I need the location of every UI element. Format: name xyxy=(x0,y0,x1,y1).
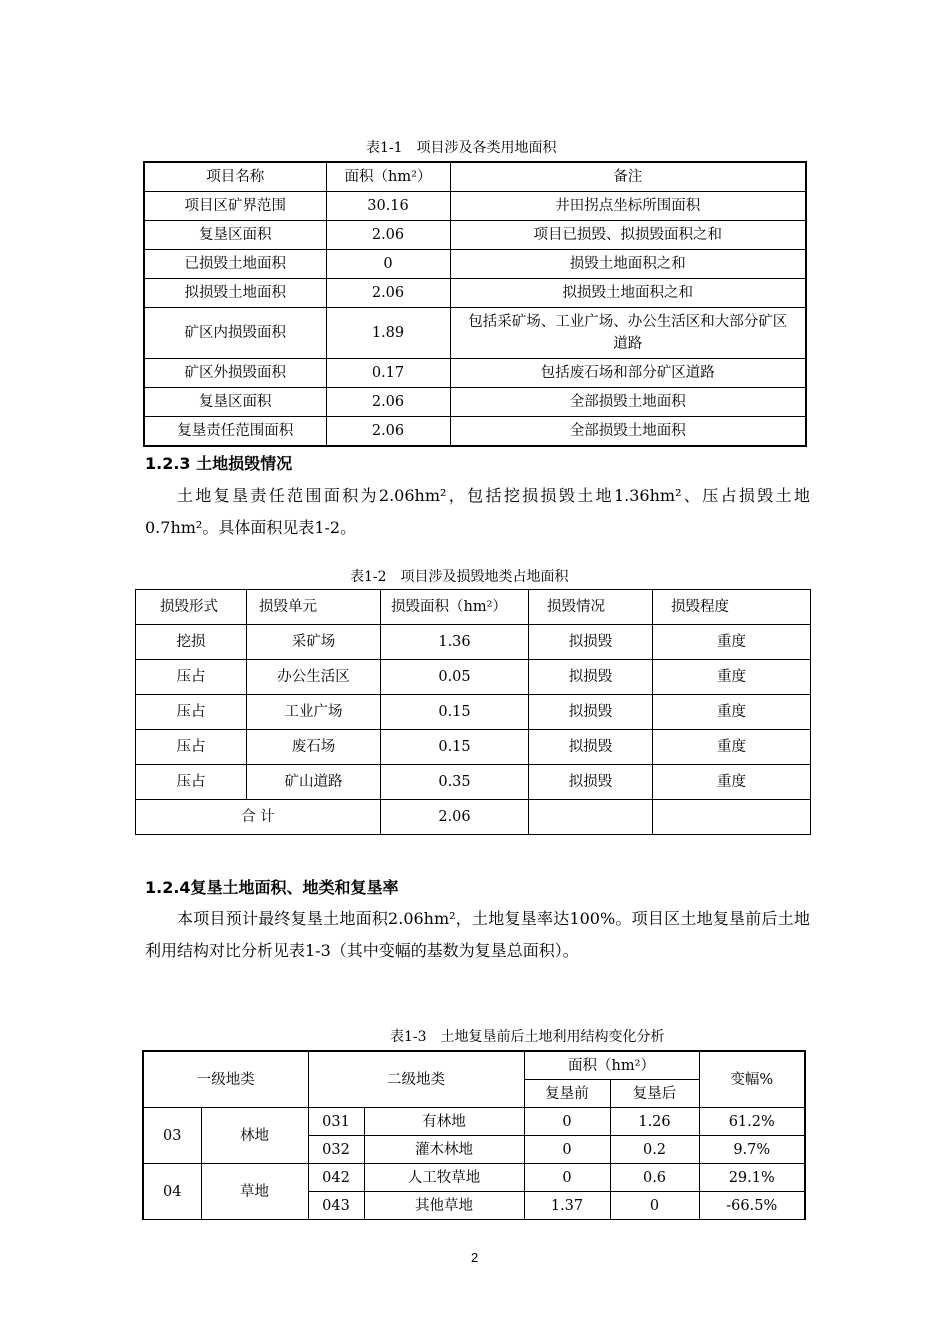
table-cell: 采矿场 xyxy=(247,625,381,660)
table-cell: 1.36 xyxy=(381,625,529,660)
table-cell: 项目已损毁、拟损毁面积之和 xyxy=(450,221,806,250)
table-cell: 复垦区面积 xyxy=(144,388,326,417)
table-cell: 29.1% xyxy=(699,1164,805,1192)
table-cell: 复垦区面积 xyxy=(144,221,326,250)
land-use-change-table xyxy=(142,1050,806,1220)
header-cell: 面积（hm²） xyxy=(524,1051,699,1080)
total-label: 合 计 xyxy=(136,800,381,835)
table-cell: 拟损毁 xyxy=(529,625,653,660)
table-cell: 压占 xyxy=(136,660,247,695)
table-cell: 人工牧草地 xyxy=(364,1164,524,1192)
section-heading: 1.2.3 土地损毁情况 xyxy=(145,454,293,473)
table-cell: 拟损毁土地面积 xyxy=(144,279,326,308)
table-cell: 包括废石场和部分矿区道路 xyxy=(450,359,806,388)
table-cell: 042 xyxy=(308,1164,364,1192)
table-cell: 有林地 xyxy=(364,1108,524,1136)
table-cell: 1.37 xyxy=(524,1192,610,1220)
table-row xyxy=(136,730,811,765)
table-row xyxy=(144,221,806,250)
table-row xyxy=(136,625,811,660)
table-cell: 挖损 xyxy=(136,625,247,660)
table-cell: 草地 xyxy=(201,1164,308,1220)
table-cell: 2.06 xyxy=(326,221,450,250)
table-cell: 1.89 xyxy=(326,308,450,359)
table-row xyxy=(144,250,806,279)
table-cell: 全部损毁土地面积 xyxy=(450,388,806,417)
table-cell: 0.15 xyxy=(381,730,529,765)
table-row xyxy=(144,192,806,221)
total-value: 2.06 xyxy=(381,800,529,835)
table-cell: 61.2% xyxy=(699,1108,805,1136)
table-cell: 0 xyxy=(524,1136,610,1164)
table-row xyxy=(136,765,811,800)
table-cell: 30.16 xyxy=(326,192,450,221)
table-cell: 已损毁土地面积 xyxy=(144,250,326,279)
table-cell: 043 xyxy=(308,1192,364,1220)
table-cell: 0.17 xyxy=(326,359,450,388)
table-row xyxy=(144,388,806,417)
table-cell: 压占 xyxy=(136,695,247,730)
table-cell: 工业广场 xyxy=(247,695,381,730)
table-cell: 办公生活区 xyxy=(247,660,381,695)
table-cell xyxy=(529,800,653,835)
table-row xyxy=(143,1164,805,1192)
table-row xyxy=(144,359,806,388)
table-cell: 重度 xyxy=(653,765,811,800)
table-header-row xyxy=(144,162,806,192)
table-cell: 拟损毁 xyxy=(529,765,653,800)
table2-caption: 表1-2 项目涉及损毁地类占地面积 xyxy=(350,569,569,585)
total-row xyxy=(136,800,811,835)
damage-area-table xyxy=(135,589,811,835)
table-cell: 其他草地 xyxy=(364,1192,524,1220)
table-row xyxy=(136,695,811,730)
table-row xyxy=(144,417,806,447)
paragraph: 本项目预计最终复垦土地面积2.06hm²，土地复垦率达100%。项目区土地复垦前后土地利用结构对比分析见表1-3（其中变幅的基数为复垦总面积）。 xyxy=(145,909,810,960)
header-cell: 损毁情况 xyxy=(529,590,653,625)
table-cell: 复垦责任范围面积 xyxy=(144,417,326,447)
table-row xyxy=(144,279,806,308)
header-cell: 损毁单元 xyxy=(247,590,381,625)
table-cell: 压占 xyxy=(136,730,247,765)
header-cell: 一级地类 xyxy=(143,1051,308,1108)
table-cell: -66.5% xyxy=(699,1192,805,1220)
table-cell: 废石场 xyxy=(247,730,381,765)
table-cell: 0.05 xyxy=(381,660,529,695)
table-cell: 林地 xyxy=(201,1108,308,1164)
section-heading: 1.2.4复垦土地面积、地类和复垦率 xyxy=(145,878,399,897)
table-cell: 损毁土地面积之和 xyxy=(450,250,806,279)
table-cell: 拟损毁 xyxy=(529,695,653,730)
table-header-row xyxy=(136,590,811,625)
table-cell: 0.2 xyxy=(610,1136,699,1164)
table-cell: 矿区内损毁面积 xyxy=(144,308,326,359)
table-cell xyxy=(653,800,811,835)
table-cell: 矿区外损毁面积 xyxy=(144,359,326,388)
header-cell: 项目名称 xyxy=(144,162,326,192)
table-cell: 重度 xyxy=(653,730,811,765)
header-cell: 复垦后 xyxy=(610,1080,699,1108)
table-cell: 重度 xyxy=(653,695,811,730)
table-cell: 矿山道路 xyxy=(247,765,381,800)
table-cell: 项目区矿界范围 xyxy=(144,192,326,221)
table-cell: 重度 xyxy=(653,660,811,695)
table3-caption: 表1-3 土地复垦前后土地利用结构变化分析 xyxy=(390,1029,665,1045)
table-cell: 031 xyxy=(308,1108,364,1136)
table-cell: 压占 xyxy=(136,765,247,800)
header-cell: 损毁形式 xyxy=(136,590,247,625)
header-cell: 损毁程度 xyxy=(653,590,811,625)
table-cell: 03 xyxy=(143,1108,201,1164)
table-cell: 1.26 xyxy=(610,1108,699,1136)
table-cell: 04 xyxy=(143,1164,201,1220)
table-cell: 9.7% xyxy=(699,1136,805,1164)
table-cell: 拟损毁 xyxy=(529,730,653,765)
table-cell: 2.06 xyxy=(326,417,450,447)
table-cell: 灌木林地 xyxy=(364,1136,524,1164)
table-cell: 0 xyxy=(524,1108,610,1136)
table-header-row xyxy=(143,1051,805,1080)
header-cell: 变幅% xyxy=(699,1051,805,1108)
table-row xyxy=(144,308,806,359)
table-row xyxy=(136,660,811,695)
table-cell: 重度 xyxy=(653,625,811,660)
table-row xyxy=(143,1108,805,1136)
table-cell: 2.06 xyxy=(326,279,450,308)
table-cell: 包括采矿场、工业广场、办公生活区和大部分矿区道路 xyxy=(450,308,806,359)
table1-caption: 表1-1 项目涉及各类用地面积 xyxy=(366,140,557,156)
header-cell: 损毁面积（hm²） xyxy=(381,590,529,625)
table-cell: 井田拐点坐标所围面积 xyxy=(450,192,806,221)
table-cell: 0 xyxy=(610,1192,699,1220)
header-cell: 面积（hm²） xyxy=(326,162,450,192)
table-cell: 拟损毁土地面积之和 xyxy=(450,279,806,308)
header-cell: 备注 xyxy=(450,162,806,192)
table-cell: 0.35 xyxy=(381,765,529,800)
table-cell: 0 xyxy=(524,1164,610,1192)
table-cell: 0.15 xyxy=(381,695,529,730)
header-cell: 复垦前 xyxy=(524,1080,610,1108)
page-number: 2 xyxy=(471,1250,479,1265)
table-cell: 0 xyxy=(326,250,450,279)
paragraph: 土地复垦责任范围面积为2.06hm²，包括挖损损毁土地1.36hm²、压占损毁土地0.7hm²。具体面积见表1-2。 xyxy=(145,486,810,537)
header-cell: 二级地类 xyxy=(308,1051,524,1108)
land-use-area-table xyxy=(143,161,807,447)
table-cell: 拟损毁 xyxy=(529,660,653,695)
table-cell: 0.6 xyxy=(610,1164,699,1192)
table-cell: 2.06 xyxy=(326,388,450,417)
table-cell: 032 xyxy=(308,1136,364,1164)
table-cell: 全部损毁土地面积 xyxy=(450,417,806,447)
